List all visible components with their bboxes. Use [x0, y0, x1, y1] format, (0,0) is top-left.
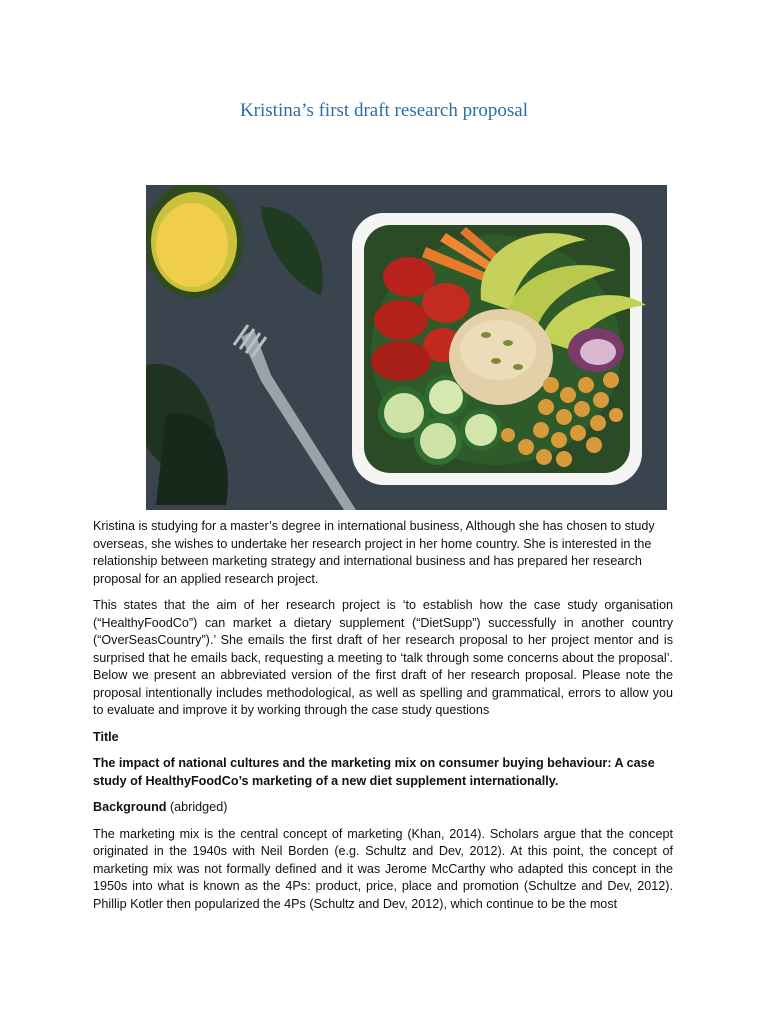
- salad-bowl-photo: [146, 185, 667, 510]
- paragraph-aim: This states that the aim of her research project is ‘to establish how the case study organisation (“HealthyFoodCo”) can market a dietary supplement (“DietSupp”) successfully in another country (“OverSeasCountry”).’ She emails the first draft of her research proposal to her project mentor and is surprised that he emails back, requesting a meeting to ‘talk through some concerns about the proposal’. Below we present an abbreviated version of the first draft of her research proposal. Please note the proposal intentionally includes methodological, as well as spelling and grammatical, errors to allow you to evaluate and improve it by working through the case study questions: [93, 598, 673, 717]
- paragraph-intro: Kristina is studying for a master’s degree in international business, Although she has chosen to study overseas, she wishes to undertake her research project in her home country. She is interested in the relationship between marketing strategy and international business and has prepared her research proposal for an applied research project.: [93, 519, 655, 586]
- document-title: Kristina’s first draft research proposal: [239, 100, 529, 121]
- background-note: (abridged): [166, 800, 228, 814]
- proposal-title: The impact of national cultures and the marketing mix on consumer buying behaviour: A case study of HealthyFoodCo’s marketing of a new diet supplement internationally.: [93, 756, 655, 788]
- background-heading: Background: [93, 800, 167, 814]
- document-body: [93, 518, 673, 922]
- paragraph-background: The marketing mix is the central concept of marketing (Khan, 2014). Scholars argue that the concept originated in the 1940s with Neil Borden (e.g. Schultz and Dev, 2012). At this point, the concept of marketing mix was not formally defined and it was Jerome McCarthy who adapted this concept in the 1950s into what is known as the 4Ps: product, price, place and promotion (Schultze and Dev, 2012). Phillip Kotler then popularized the 4Ps (Schultz and Dev, 2012), which continue to be the most: [93, 826, 673, 911]
- title-heading: Title: [93, 729, 119, 744]
- background-heading-line: [93, 799, 673, 817]
